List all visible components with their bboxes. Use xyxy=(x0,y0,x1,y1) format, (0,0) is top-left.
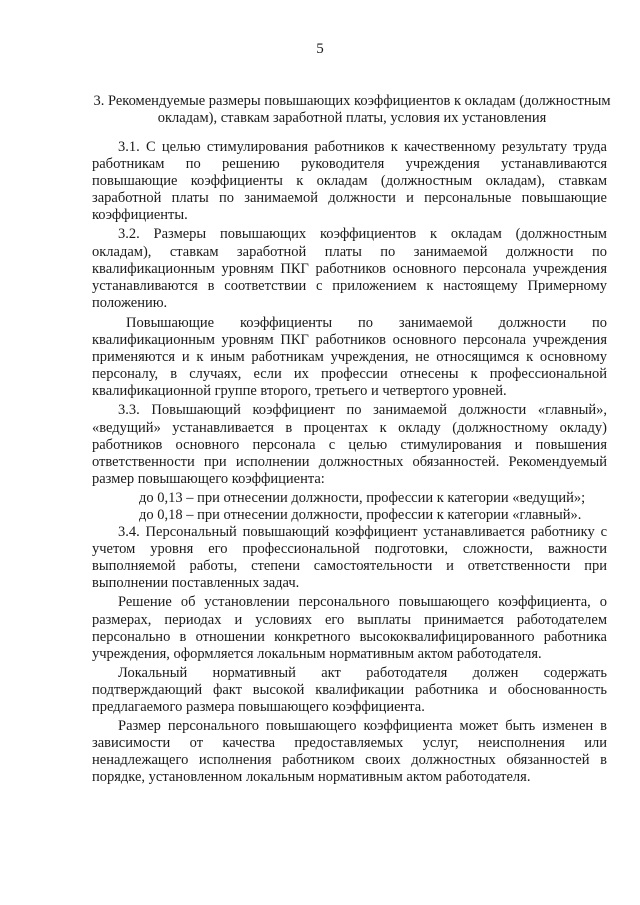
paragraph-3-3: 3.3. Повышающий коэффициент по занимаемой должности «главный», «ведущий» устанавливается в процентах к окладу (должностному окладу) работников основного персонала с целью стимулирования и повышения ответственности при исполнении должностных обязанностей. Рекомендуемый размер повышающего коэффициента: xyxy=(92,402,607,487)
coefficient-item-leading: до 0,13 – при отнесении должности, профессии к категории «ведущий»; xyxy=(139,489,586,506)
section-title: 3. Рекомендуемые размеры повышающих коэффициентов к окладам (должностным окладам), ставкам заработной платы, условия их установления xyxy=(93,93,611,126)
paragraph-3-4: 3.4. Персональный повышающий коэффициент устанавливается работнику с учетом уровня его профессиональной подготовки, сложности, важности выполняемой работы, степени самостоятельности и ответственности при выполнении поставленных задач. xyxy=(92,524,607,592)
document-body xyxy=(92,139,607,788)
paragraph-3-1: 3.1. С целью стимулирования работников к качественному результату труда работникам по решению руководителя учреждения устанавливаются повышающие коэффициенты к окладам (должностным окладам), ставкам заработной платы по занимаемой должности и персональные повышающие коэффициенты. xyxy=(92,139,607,224)
paragraph-3-2-continued: Повышающие коэффициенты по занимаемой должности по квалификационным уровням ПКГ работников основного персонала учреждения применяются и к иным работникам учреждения, не относящимся к основному персоналу, в случаях, если их профессии отнесены к профессиональной квалификационной группе второго, третьего и четвертого уровней. xyxy=(92,314,607,400)
coefficient-item-chief: до 0,18 – при отнесении должности, профессии к категории «главный». xyxy=(139,506,582,523)
page-number: 5 xyxy=(316,41,324,57)
paragraph-local-act: Локальный нормативный акт работодателя должен содержать подтверждающий факт высокой квалификации работника и обоснованность предлагаемого размера повышающего коэффициента. xyxy=(92,664,607,715)
paragraph-decision: Решение об установлении персонального повышающего коэффициента, о размерах, периодах и условиях его выплаты принимается работодателем персонально в отношении конкретного высококвалифицированного работника учреждения, оформляется локальным нормативным актом работодателя. xyxy=(92,594,607,662)
paragraph-3-2: 3.2. Размеры повышающих коэффициентов к окладам (должностным окладам), ставкам заработной платы по занимаемой должности по квалификационным уровням ПКГ работников основного персонала учреждения устанавливаются в соответствии с приложением к настоящему Примерному положению. xyxy=(92,226,607,311)
paragraph-coefficient-change: Размер персонального повышающего коэффициента может быть изменен в зависимости от качества предоставляемых услуг, неисполнения или ненадлежащего исполнения работником своих должностных обязанностей в порядке, установленном локальным нормативным актом работодателя. xyxy=(92,718,607,786)
